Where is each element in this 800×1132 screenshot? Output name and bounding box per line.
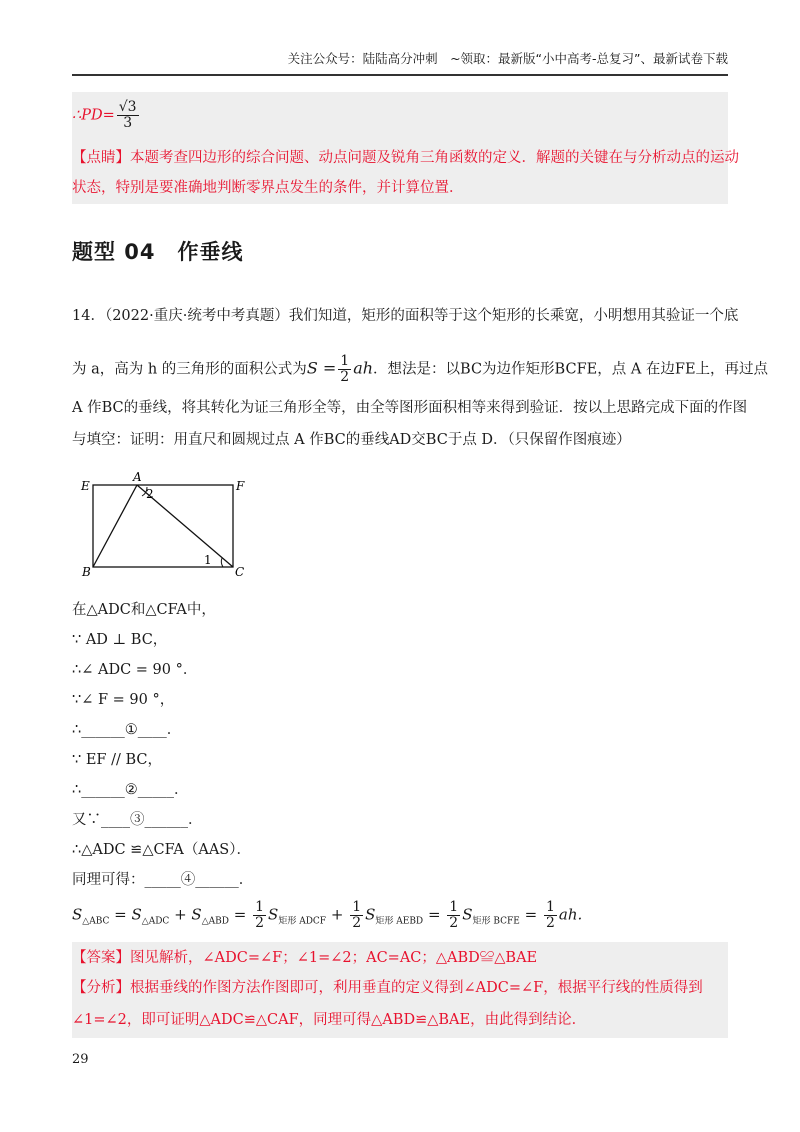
- problem-line-2b: ．想法是：以BC为边作矩形BCFE，点 A 在边FE上，再过点: [373, 361, 769, 378]
- eq-part-1: = S: [114, 905, 142, 924]
- eq-half-1-num: 1: [255, 899, 265, 915]
- label-angle-2: 2: [146, 487, 154, 501]
- eq-half-1: [253, 900, 266, 931]
- section-title: 题型 04 作垂线: [72, 240, 244, 264]
- label-angle-1: 1: [204, 553, 212, 567]
- analysis-tag: 【分析】: [72, 980, 130, 996]
- eq-half-2-den: 2: [352, 915, 362, 931]
- eq-half-4-den: 2: [545, 915, 555, 931]
- proof-line-5: ∴______①____．: [72, 722, 182, 738]
- answer-tag: 【答案】: [72, 950, 130, 966]
- pd-numerator: √3: [118, 99, 137, 115]
- eq-s1: S: [268, 905, 279, 924]
- formula-ah: ah: [353, 358, 374, 378]
- proof-line-8: 又∵____③______．: [72, 812, 203, 828]
- comment-line-1: [72, 148, 739, 168]
- pd-denominator: 3: [123, 115, 133, 131]
- page-header: [72, 50, 728, 76]
- eq-s-abc: S: [72, 905, 83, 924]
- proof-line-1: 在△ADC和△CFA中，: [72, 602, 216, 618]
- page-number: 29: [72, 1052, 89, 1067]
- eq-sub-adc: △ADC: [141, 916, 170, 927]
- problem-line-3: A 作BC的垂线，将其转化为证三角形全等，由全等图形面积相等来得到验证．按以上思路完成下面的作图: [72, 400, 748, 416]
- answer-line: [72, 948, 537, 968]
- eq-half-4: [544, 900, 557, 931]
- analysis-line-2: ∠1=∠2，即可证明△ADC≌△CAF，同理可得△ABD≌△BAE，由此得到结论．: [72, 1012, 587, 1028]
- area-equation: [72, 900, 582, 932]
- analysis-line-1: [72, 978, 703, 998]
- eq-half-3-num: 1: [449, 899, 459, 915]
- eq-sub-r1: 矩形 ADCF: [278, 916, 327, 927]
- rectangle-triangle-figure: [78, 468, 258, 584]
- eq-half-1-den: 2: [255, 915, 265, 931]
- formula-s: S =: [306, 358, 337, 378]
- pd-fraction: [117, 100, 139, 131]
- problem-line-2a: 为 a，高为 h 的三角形的面积公式为: [72, 361, 307, 378]
- proof-line-3: ∴∠ ADC = 90 °．: [72, 662, 198, 678]
- eq-half-3-den: 2: [449, 915, 459, 931]
- header-text: 关注公众号：陆陆高分冲刺 ~领取：最新版“小中高考-总复习”、最新试卷下载: [287, 51, 728, 66]
- half-num: 1: [340, 353, 350, 369]
- proof-line-6: ∵ EF // BC，: [72, 752, 162, 768]
- eq-s3: S: [462, 905, 473, 924]
- eq-half-2: [350, 900, 363, 931]
- proof-line-9: ∴△ADC ≌△CFA（AAS）．: [72, 842, 251, 858]
- eq-half-4-num: 1: [545, 899, 555, 915]
- angle-1-arc: [221, 558, 223, 567]
- eq-half-2-num: 1: [352, 899, 362, 915]
- proof-line-2: ∵ AD ⊥ BC，: [72, 632, 168, 648]
- eq-sub-abc: △ABC: [82, 916, 110, 927]
- pd-prefix: ∴PD=: [72, 107, 115, 124]
- eq-s2: S: [365, 905, 376, 924]
- eq-part-4: =: [427, 905, 441, 924]
- eq-part-2: + S: [174, 905, 202, 924]
- half-den: 2: [340, 369, 350, 385]
- eq-plus-2: +: [330, 905, 344, 924]
- proof-line-7: ∴______②_____．: [72, 782, 189, 798]
- proof-line-10: 同理可得：_____④______．: [72, 872, 254, 888]
- problem-line-2: [72, 354, 768, 385]
- label-a: A: [133, 470, 142, 484]
- eq-part-3: =: [233, 905, 247, 924]
- comment-line-2: 状态，特别是要准确地判断零界点发生的条件，并计算位置．: [72, 180, 464, 196]
- eq-sub-r2: 矩形 AEBD: [375, 916, 424, 927]
- formula-half: [338, 354, 351, 385]
- problem-line-4: 与填空：证明：用直尺和圆规过点 A 作BC的垂线AD交BC于点 D．（只保留作图痕迹）: [72, 432, 631, 448]
- problem-line-1: 14．（2022·重庆·统考中考真题）我们知道，矩形的面积等于这个矩形的长乘宽，小明想用其验证一个底: [72, 308, 739, 324]
- eq-half-3: [447, 900, 460, 931]
- eq-sub-r3: 矩形 BCFE: [472, 916, 520, 927]
- comment-text-1: 本题考查四边形的综合问题、动点问题及锐角三角函数的定义．解题的关键在与分析动点的运动: [130, 150, 739, 166]
- label-b: B: [82, 565, 91, 579]
- label-e: E: [81, 479, 90, 493]
- eq-sub-abd: △ABD: [201, 916, 229, 927]
- analysis-text-1: 根据垂线的作图方法作图即可，利用垂直的定义得到∠ADC=∠F，根据平行线的性质得到: [130, 980, 703, 996]
- answer-text: 图见解析，∠ADC=∠F；∠1=∠2；AC=AC；△ABD≌△BAE: [130, 950, 538, 966]
- label-f: F: [236, 479, 245, 493]
- comment-tag: 【点睛】: [72, 150, 130, 166]
- label-c: C: [235, 565, 245, 579]
- pd-result: [72, 100, 141, 131]
- rectangle-bcfe: [93, 485, 233, 567]
- proof-line-4: ∵∠ F = 90 °，: [72, 692, 175, 708]
- eq-ah: ah.: [558, 905, 583, 924]
- segment-ab: [93, 485, 137, 567]
- eq-part-5: =: [524, 905, 538, 924]
